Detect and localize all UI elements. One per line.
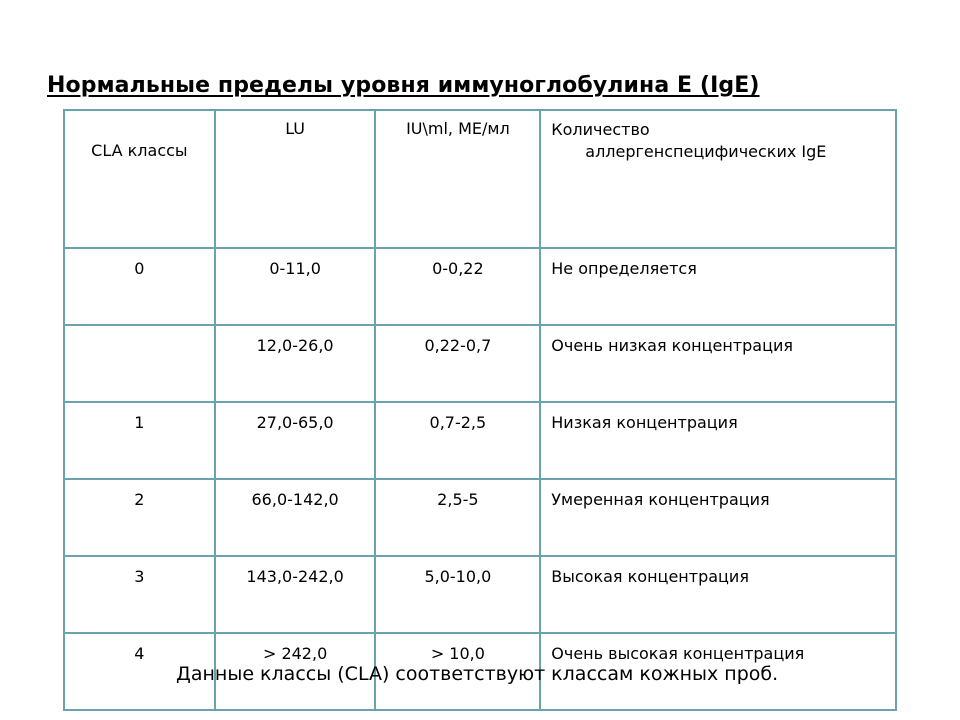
header-count [540, 110, 896, 248]
table-header-row [64, 110, 896, 248]
cell-iu: 5,0-10,0 [375, 556, 540, 633]
header-lu: LU [215, 110, 376, 248]
cell-iu: 0,22-0,7 [375, 325, 540, 402]
header-count-line2: аллергенспецифических IgE [585, 142, 827, 161]
header-iu: IU\ml, МЕ/мл [375, 110, 540, 248]
cell-desc: Умеренная концентрация [540, 479, 896, 556]
cell-lu: 27,0-65,0 [215, 402, 376, 479]
cell-desc: Высокая концентрация [540, 556, 896, 633]
table-row [64, 248, 896, 325]
table-row [64, 325, 896, 402]
cell-cla: 0 [64, 248, 215, 325]
header-count-line1: Количество [551, 120, 650, 139]
cell-iu: > 10,0 [375, 633, 540, 710]
cell-iu: 2,5-5 [375, 479, 540, 556]
cell-desc: Не определяется [540, 248, 896, 325]
table-row [64, 479, 896, 556]
cell-cla: 2 [64, 479, 215, 556]
table-row [64, 402, 896, 479]
cell-lu: 12,0-26,0 [215, 325, 376, 402]
cell-lu: 143,0-242,0 [215, 556, 376, 633]
footnote: Данные классы (CLA) соответствуют классам кожных проб. [176, 663, 779, 685]
cell-iu: 0,7-2,5 [375, 402, 540, 479]
cell-iu: 0-0,22 [375, 248, 540, 325]
cell-cla: 1 [64, 402, 215, 479]
cell-cla: 3 [64, 556, 215, 633]
cell-lu: 66,0-142,0 [215, 479, 376, 556]
header-cla: CLA классы [64, 110, 215, 248]
ige-levels-table [63, 109, 897, 711]
cell-desc: Очень высокая концентрация [540, 633, 896, 710]
page-title: Нормальные пределы уровня иммуноглобулина E (IgE) [47, 73, 760, 98]
cell-cla [64, 325, 215, 402]
cell-lu: > 242,0 [215, 633, 376, 710]
cell-desc: Очень низкая концентрация [540, 325, 896, 402]
cell-desc: Низкая концентрация [540, 402, 896, 479]
cell-cla: 4 [64, 633, 215, 710]
cell-lu: 0-11,0 [215, 248, 376, 325]
table-row [64, 556, 896, 633]
